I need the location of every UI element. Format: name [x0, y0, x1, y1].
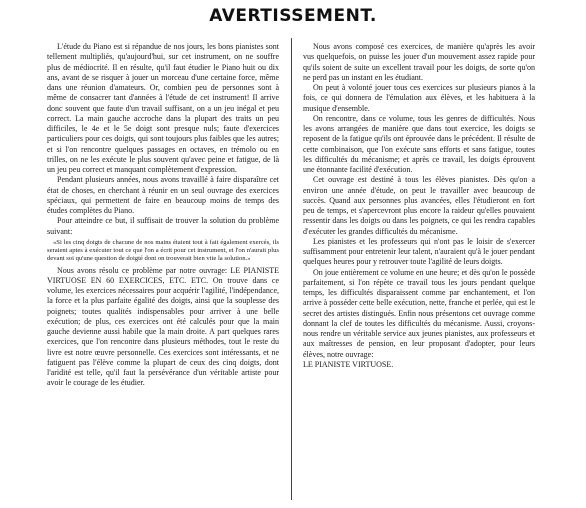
left-column: [47, 42, 279, 500]
paragraph: On joue entièrement ce volume en une heure; et dès qu'on le possède parfaitement, si l'on répète ce travail tous les jours pendant quelque temps, les difficultés disparaissent comme par enchantement, et l'on arrive à posséder cette belle exécution, nette, franche et perlée, qui est le secret des artistes distingués. Enfin nous présentons cet ouvrage comme donnant la clef de toutes les difficultés du mécanisme. Aussi, croyons-nous rendre un véritable service aux jeunes pianistes, aux professeurs et aux maîtresses de pension, en leur proposant d'adopter, pour leurs élèves, notre ouvrage:: [303, 267, 535, 359]
paragraph: Les pianistes et les professeurs qui n'ont pas le loisir de s'exercer suffisamment pour entretenir leur talent, n'auraient qu'à le jouer pendant quelques heures pour y retrouver toute l'agilité de leurs doigts.: [303, 236, 535, 267]
paragraph: On peut à volonté jouer tous ces exercices sur plusieurs pianos à la fois, ce qui donnera de l'émulation aux élèves, et les habituera à la musique d'ensemble.: [303, 83, 535, 113]
paragraph: Pour atteindre ce but, il suffisait de trouver la solution du problème suivant:: [47, 216, 279, 236]
quoted-note: «Si les cinq doigts de chacune de nos mains étaient tout à fait également exercés, ils seraient aptes à exécuter tout ce que l'on a écrit pour cet instrument, et l'on n'aurait plus devant soi qu'une question de doigté dont on trouverait bien vite la solution.»: [47, 238, 279, 263]
paragraph: L'étude du Piano est si répandue de nos jours, les bons pianistes sont tellement multipliés, qu'aujourd'hui, sur cet instrument, on ne souffre plus de médiocrité. Il en résulte, qu'il faut étudier le Piano huit ou dix ans, avant de se risquer à jouer un morceau d'une certaine force, même dans une réunion d'amateurs. Or, combien peu de personnes sont à même de consacrer tant d'années à l'étude de cet instrument! Il arrive donc souvent que faute d'un travail suffisant, on a un jeu inégal et peu correct. La main gauche accroche dans la plupart des traits un peu difficiles, le 4e et le 5e doigt sont presque nuls; faute d'exercices particuliers pour ces doigts, qui sont toujours plus faibles que les autres; et si l'on rencontre quelques passages en octaves, en trémolo ou en trilles, on ne les exécute le plus souvent qu'avec peine et fatigue, de là un jeu peu correct et manquant complètement d'expression.: [47, 42, 279, 174]
paragraph: Pendant plusieurs années, nous avons travaillé à faire disparaître cet état de choses, en cherchant à réunir en un seul ouvrage des exercices spéciaux, qui permettent de faire en beaucoup moins de temps des études complètes du Piano.: [47, 175, 279, 215]
right-column: [303, 42, 535, 500]
paragraph: Cet ouvrage est destiné à tous les élèves pianistes. Dès qu'on a environ une année d'étude, on peut le travailler avec beaucoup de succès. Quand aux personnes plus avancées, elles l'étudieront en fort peu de temps, et s'apercevront plus encore la raideur qu'elles pouvaient ressentir dans les doigts ou dans les poignets, ce qui les rendra capables d'exécuter les grandes difficultés du mécanisme.: [303, 175, 535, 236]
page-title: AVERTISSEMENT.: [209, 6, 377, 26]
column-divider: [291, 38, 292, 500]
paragraph: Nous avons composé ces exercices, de manière qu'après les avoir vus quelquefois, on puisse les jouer d'un mouvement assez rapide pour qu'ils soient de suite un excellent travail pour les doigts, de sorte qu'on ne perd pas un instant en les étudiant.: [303, 42, 535, 82]
paragraph: Nous avons résolu ce problème par notre ouvrage: LE PIANISTE VIRTUOSE EN 60 EXERCICES, ETC. ETC. On trouve dans ce volume, les exercices nécessaires pour acquérir l'agilité, l'indépendance, la force et la plus parfaite égalité des doigts, ainsi que la souplesse des poignets; toutes qualités indispensables pour arriver à une belle exécution; de plus, ces exercices ont été calculés pour que la main gauche devienne aussi habile que la main droite. A part quelques rares exercices, que l'on rencontre dans plusieurs méthodes, tout le reste du livre est notre œuvre personnelle. Ces exercices sont intéressants, et ne fatiguent pas l'élève comme la plupart de ceux des cinq doigts, dont l'aridité est telle, qu'il faut la persévérance d'un véritable artiste pour avoir le courage de les étudier.: [47, 265, 279, 388]
paragraph: On rencontre, dans ce volume, tous les genres de difficultés. Nous les avons arrangées de manière que dans tout exercice, les doigts se reposent de la fatigue qu'ils ont éprouvée dans le précédent. Il résulte de cette combinaison, que l'on exécute sans efforts et sans fatigue, toutes les difficultés du mécanisme; et après ce travail, les doigts éprouvent une étonnante facilité d'exécution.: [303, 113, 535, 174]
closing-title: LE PIANISTE VIRTUOSE.: [303, 359, 394, 369]
